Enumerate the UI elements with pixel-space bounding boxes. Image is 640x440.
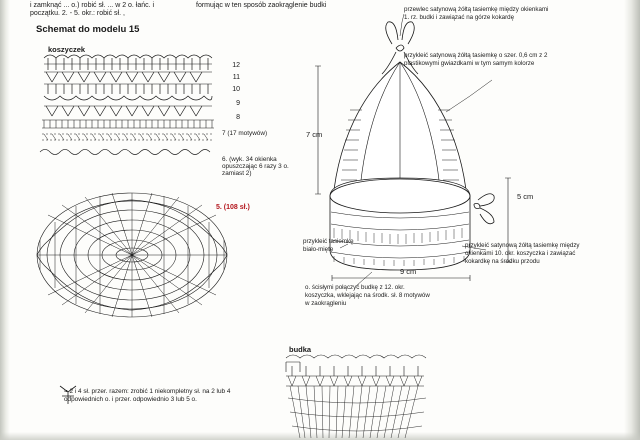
row-number-8: 8 <box>236 114 240 121</box>
page-title: Schemat do modelu 15 <box>36 24 140 35</box>
annotation-white-mint-tape: przykleić tasiemkę biało-miętę <box>303 238 354 253</box>
dimension-width: 9 cm <box>400 267 417 276</box>
row-number-11: 11 <box>232 74 240 81</box>
row-number-10: 10 <box>232 86 240 93</box>
row-number-12: 12 <box>232 62 240 69</box>
row-number-9: 9 <box>236 100 240 107</box>
annotation-top-ribbon: przewlec satynową żółtą tasiemkę między okienkami 1. rz. budki i zawiązać na górze kokardę <box>404 6 549 21</box>
dimension-side: 5 cm <box>517 192 534 201</box>
dimension-height: 7 cm <box>306 130 323 139</box>
row-note-6: 6. (wyk. 34 okienka opuszczając 6 razy 3 o. zamiast 2) <box>222 156 289 177</box>
annotation-side-ribbon: przykleić satynową żółtą tasiemkę o szer. 0,6 cm z 2 plastikowymi gwiazdkami w tym samym kolorze <box>404 52 548 67</box>
annotation-front-bow: przykleić satynową żółtą tasiemkę między okienkami 10. okr. koszyczka i zawiązać kokardkę na środku przodu <box>465 242 580 265</box>
diagram-label-budka: budka <box>289 345 312 354</box>
top-paragraph-middle: formując w ten sposób zaokrąglenie budki <box>196 2 327 9</box>
diagram-label-koszyczek: koszyczek <box>48 45 86 54</box>
row-note-7: 7 (17 motywów) <box>222 130 268 137</box>
top-paragraph-left: i zamknąć ... o.) robić sł. ... w 2 o. łańc. i początku. 2. - 5. okr.: robić sł. , <box>30 2 155 18</box>
annotation-join-hood: o. ścisłymi połączyć budkę z 12. okr. koszyczka, wklejając na środk. sł. 8 motywów w zaokrągleniu <box>305 284 430 307</box>
row-note-5: 5. (108 sł.) <box>216 204 250 211</box>
legend-text: = 2 i 4 sł. przer. razem: zrobić 1 niekompletny sł. na 2 lub 4 odpowiednich o. i przer. odpowiednio 3 lub 5 o. <box>64 388 231 404</box>
